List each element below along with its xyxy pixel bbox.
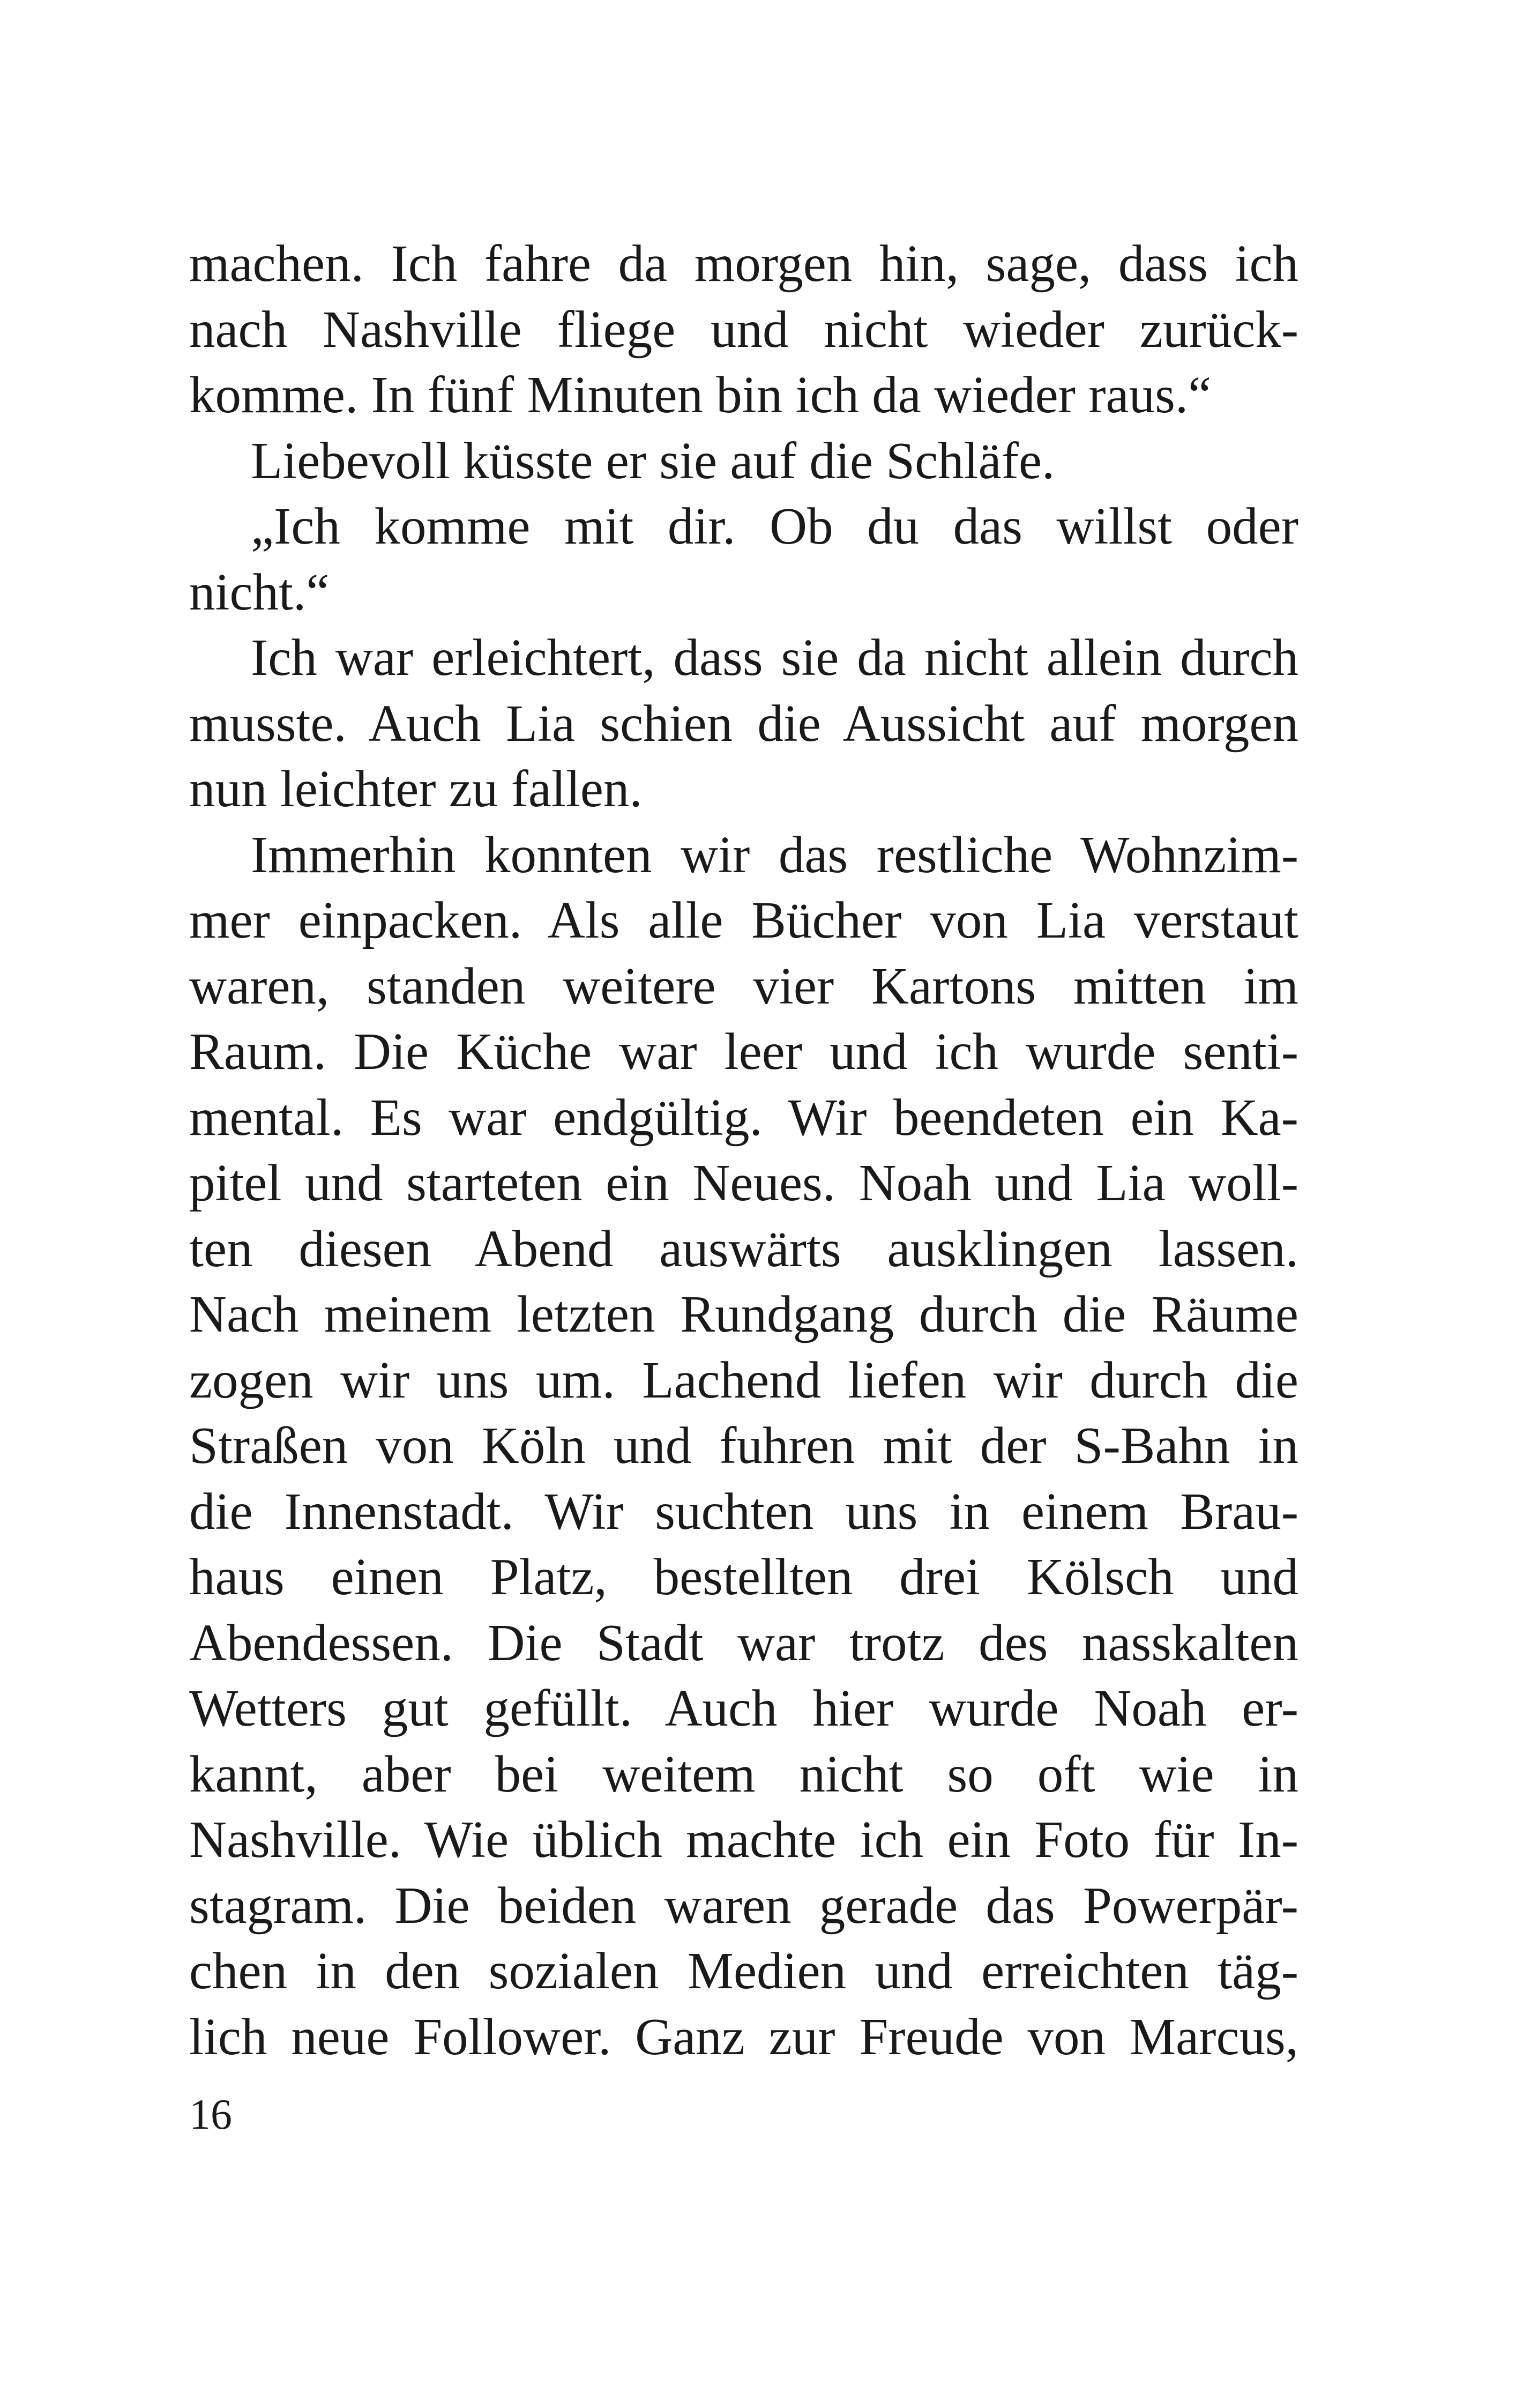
text-line: Ich war erleichtert, dass sie da nicht allein durch <box>251 629 1298 686</box>
text-line: Raum. Die Küche war leer und ich wurde senti- <box>189 1023 1298 1080</box>
text-line: Nashville. Wie üblich machte ich ein Foto für In- <box>189 1811 1298 1868</box>
text-line: stagram. Die beiden waren gerade das Powerpär- <box>189 1876 1298 1934</box>
text-line: waren, standen weitere vier Kartons mitten im <box>189 957 1298 1015</box>
text-line: mer einpacken. Als alle Bücher von Lia verstaut <box>189 891 1298 949</box>
text-line: komme. In fünf Minuten bin ich da wieder raus.“ <box>189 366 1212 423</box>
text-line: „Ich komme mit dir. Ob du das willst oder <box>251 497 1298 555</box>
text-line: Abendessen. Die Stadt war trotz des nasskalten <box>189 1614 1298 1671</box>
body-text <box>189 231 1298 2070</box>
text-line: musste. Auch Lia schien die Aussicht auf morgen <box>189 694 1298 752</box>
text-line: nun leichter zu fallen. <box>189 760 643 817</box>
text-line: nicht.“ <box>189 563 330 621</box>
text-line: zogen wir uns um. Lachend liefen wir durch die <box>189 1351 1298 1409</box>
text-line: Nach meinem letzten Rundgang durch die Räume <box>189 1285 1298 1343</box>
text-line: pitel und starteten ein Neues. Noah und Lia woll- <box>189 1154 1298 1212</box>
text-line: ten diesen Abend auswärts ausklingen lassen. <box>189 1220 1298 1277</box>
text-line: Liebevoll küsste er sie auf die Schläfe. <box>251 432 1055 489</box>
text-line: die Innenstadt. Wir suchten uns in einem Brau- <box>189 1482 1298 1540</box>
text-line: kannt, aber bei weitem nicht so oft wie in <box>189 1745 1298 1803</box>
text-line: Immerhin konnten wir das restliche Wohnzim- <box>251 826 1298 883</box>
page-number: 16 <box>189 2091 232 2138</box>
text-line: mental. Es war endgültig. Wir beendeten ein Ka- <box>189 1088 1298 1146</box>
text-line: haus einen Platz, bestellten drei Kölsch und <box>189 1548 1298 1606</box>
text-line: Straßen von Köln und fuhren mit der S-Bahn in <box>189 1417 1298 1474</box>
text-line: chen in den sozialen Medien und erreichten täg- <box>189 1942 1298 2000</box>
text-line: lich neue Follower. Ganz zur Freude von Marcus, <box>189 2008 1298 2065</box>
text-line: Wetters gut gefüllt. Auch hier wurde Noah er- <box>189 1679 1298 1737</box>
text-line: machen. Ich fahre da morgen hin, sage, dass ich <box>189 235 1298 292</box>
text-line: nach Nashville fliege und nicht wieder zurück- <box>189 300 1298 358</box>
